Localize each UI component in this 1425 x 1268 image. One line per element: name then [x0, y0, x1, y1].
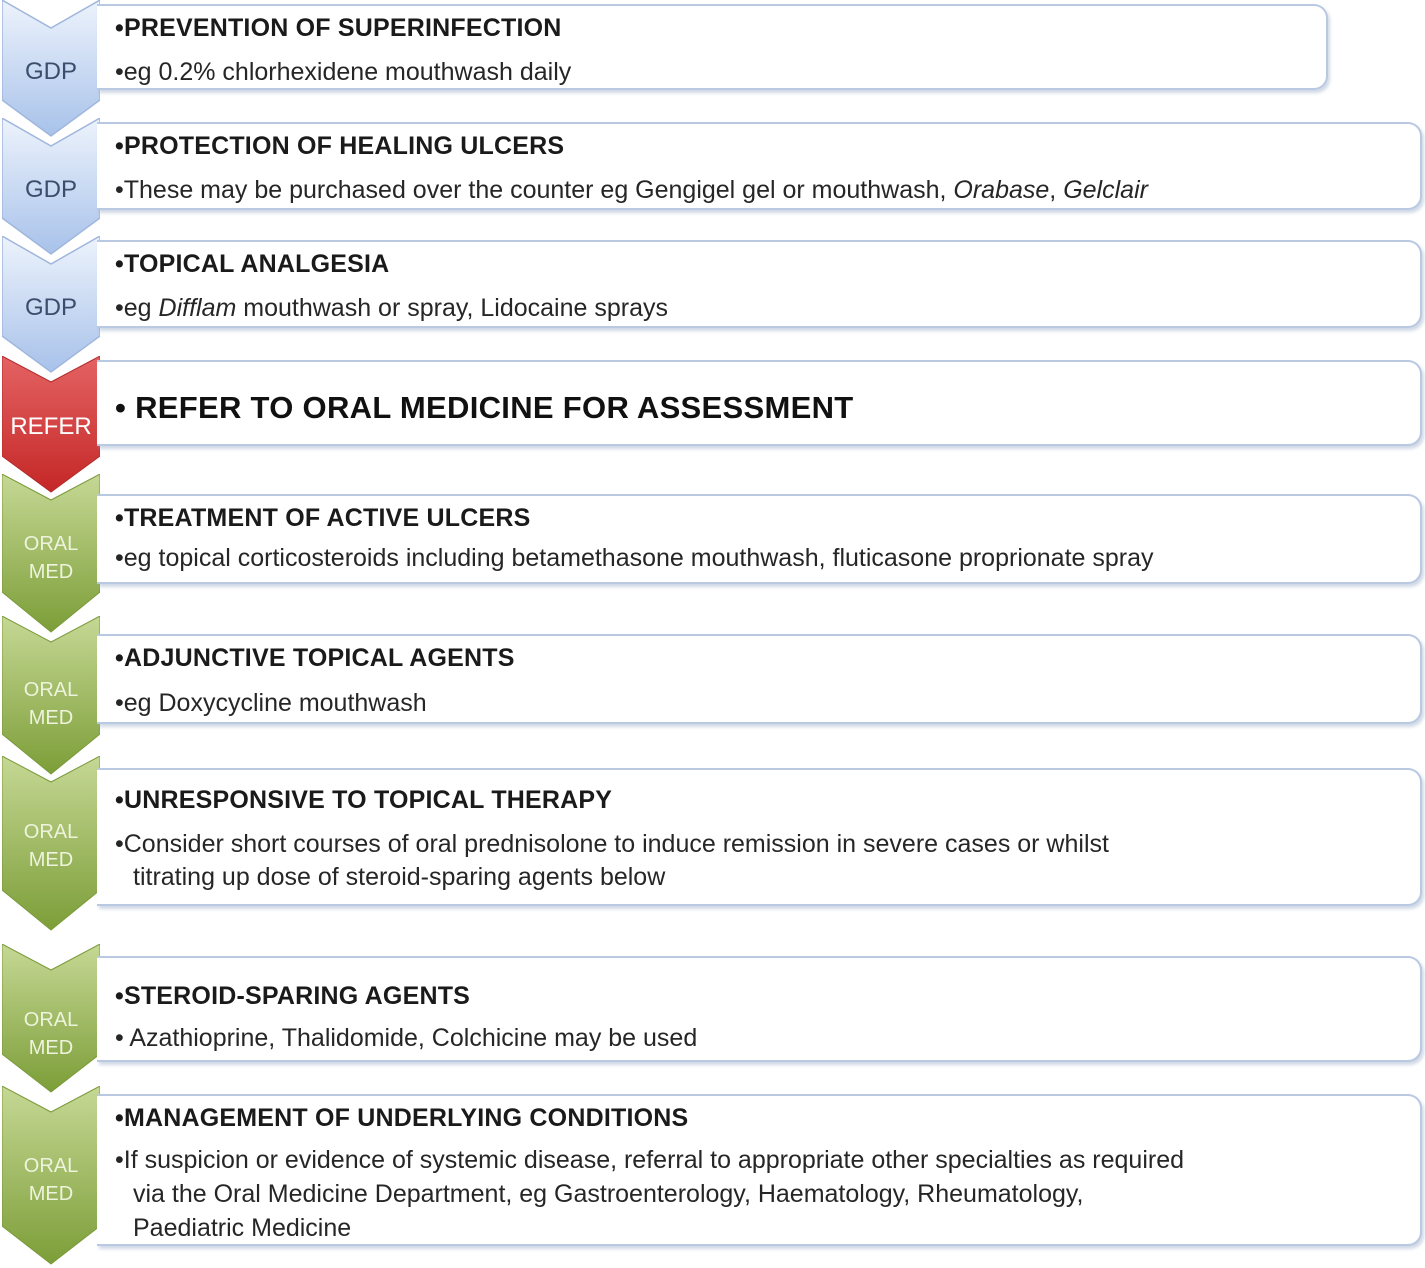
- step-detail: via the Oral Medicine Department, eg Gastroenterology, Haematology, Rheumatology,: [133, 1180, 1084, 1208]
- step-tag: ORAL MED: [23, 679, 79, 729]
- step-card: [97, 240, 1422, 328]
- step-card: [97, 1094, 1422, 1246]
- step-tag: ORAL MED: [23, 1155, 79, 1205]
- step-heading: •TREATMENT OF ACTIVE ULCERS: [115, 504, 531, 532]
- step-heading: •PROTECTION OF HEALING ULCERS: [115, 132, 565, 160]
- step-unresponsive-to-topical-therapy: [0, 756, 1425, 936]
- step-card: [97, 360, 1422, 446]
- step-adjunctive-topical-agents: [0, 616, 1425, 776]
- step-card: [97, 634, 1422, 724]
- step-detail: •Consider short courses of oral prednisolone to induce remission in severe cases or whilst: [115, 830, 1109, 858]
- step-tag: GDP: [24, 176, 77, 203]
- step-card: [97, 4, 1328, 90]
- step-heading: •TOPICAL ANALGESIA: [115, 250, 390, 278]
- step-card: [97, 494, 1422, 584]
- step-detail: • Azathioprine, Thalidomide, Colchicine may be used: [115, 1024, 698, 1052]
- step-heading: • REFER TO ORAL MEDICINE FOR ASSESSMENT: [115, 390, 854, 425]
- step-topical-analgesia: [0, 236, 1425, 376]
- step-detail: •These may be purchased over the counter eg Gengigel gel or mouthwash, Orabase, Gelclair: [115, 176, 1148, 204]
- step-heading: •STEROID-SPARING AGENTS: [115, 982, 471, 1010]
- step-detail: •eg topical corticosteroids including betamethasone mouthwash, fluticasone proprionate spray: [115, 544, 1154, 572]
- step-card: [97, 768, 1422, 906]
- step-detail: •eg 0.2% chlorhexidene mouthwash daily: [115, 58, 572, 86]
- step-detail: Paediatric Medicine: [133, 1214, 352, 1242]
- step-heading: •UNRESPONSIVE TO TOPICAL THERAPY: [115, 786, 613, 814]
- step-detail: titrating up dose of steroid-sparing agents below: [133, 863, 666, 891]
- step-tag: ORAL MED: [23, 821, 79, 871]
- step-management-of-underlying-conditions: [0, 1086, 1425, 1268]
- step-detail: •eg Doxycycline mouthwash: [115, 689, 427, 717]
- step-tag: GDP: [24, 294, 77, 321]
- step-tag: ORAL MED: [23, 1009, 79, 1059]
- step-tag: GDP: [24, 58, 77, 85]
- step-treatment-of-active-ulcers: [0, 474, 1425, 634]
- step-heading: •PREVENTION OF SUPERINFECTION: [115, 14, 562, 42]
- step-card: [97, 122, 1422, 210]
- step-detail: •If suspicion or evidence of systemic disease, referral to appropriate other specialties as required: [115, 1146, 1185, 1174]
- step-heading: •ADJUNCTIVE TOPICAL AGENTS: [115, 644, 515, 672]
- step-detail: •eg Difflam mouthwash or spray, Lidocaine sprays: [115, 294, 669, 322]
- step-steroid-sparing-agents: [0, 944, 1425, 1094]
- step-heading: •MANAGEMENT OF UNDERLYING CONDITIONS: [115, 1104, 689, 1132]
- step-tag: ORAL MED: [23, 533, 79, 583]
- step-card: [97, 956, 1422, 1062]
- step-tag: REFER: [10, 413, 92, 440]
